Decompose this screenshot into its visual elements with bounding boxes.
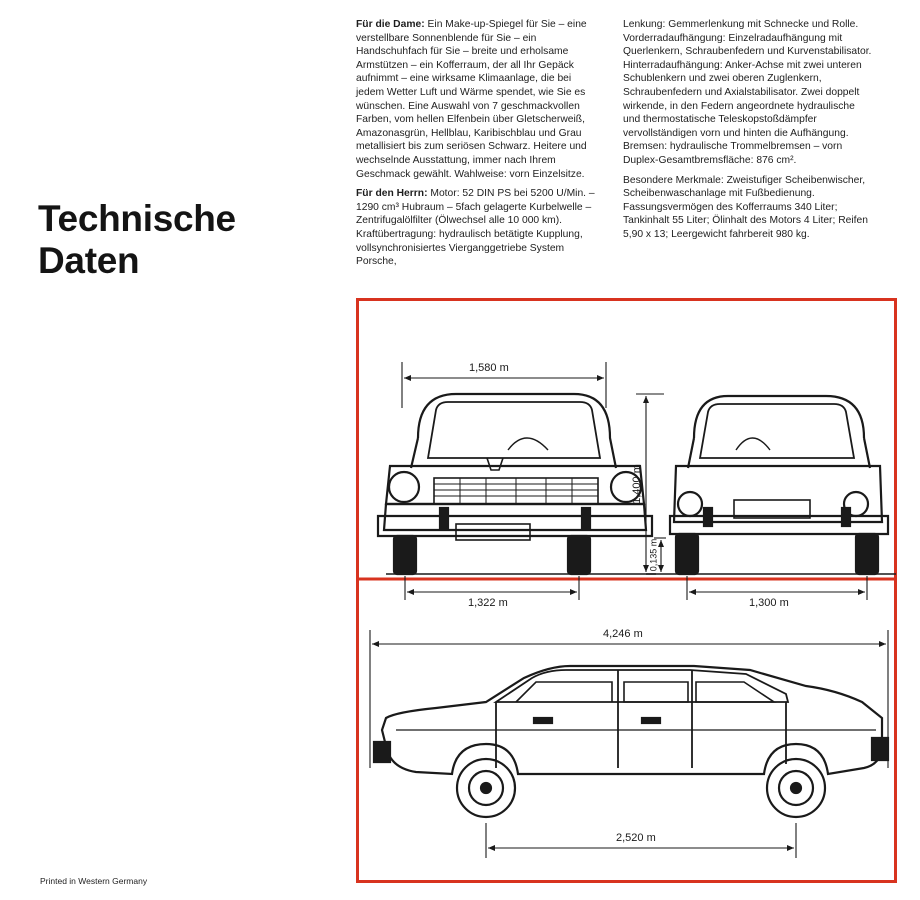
dimension-lines	[370, 362, 888, 858]
front-view-drawing	[378, 394, 659, 574]
title-line-1: Technische	[38, 198, 236, 239]
spec-label-dame: Für die Dame:	[356, 19, 425, 30]
front-track-label: 1,322 m	[468, 597, 508, 609]
side-view-drawing	[374, 666, 888, 817]
spec-paragraph-dame	[356, 18, 596, 181]
height-label: 1,400 m	[630, 464, 643, 504]
specs-column-right	[623, 18, 873, 248]
footer-imprint: Printed in Western Germany	[40, 876, 148, 886]
spec-paragraph-herrn	[356, 187, 596, 269]
rear-track-label: 1,300 m	[749, 597, 789, 609]
spec-text-dame: Ein Make-up-Spiegel für Sie – eine verstellbare Sonnenblende für Sie – ein Handschuhfach für Sie – breite und erholsame Armstützen – ein Kofferraum, der all Ihr Gepäck aufnimmt – eine wirksame Klimaanlage, die bei jedem Wetter Luft und Wärme spendet, wie Sie es wünschen. Eine Auswahl von 7 geschmackvollen Farben, vom hellen Elfenbein über Gletscherweiß, Amazonasgrün, Hellblau, Karibischblau und Grau metallisiert bis zum seriösen Schwarz. Heitere und wechselnde Ausstattung, immer nach Ihrem Geschmack gewählt. Wahlweise: vorn Einzelsitze.	[356, 19, 587, 180]
page-title	[38, 198, 236, 282]
title-line-2: Daten	[38, 240, 140, 281]
width-label: 1,580 m	[469, 362, 509, 374]
spec-paragraph-merkmale: Besondere Merkmale: Zweistufiger Scheibenwischer, Scheibenwaschanlage mit Fußbedienung. Fassungsvermögen des Kofferraums 340 Liter; Tankinhalt 55 Liter; Ölinhalt des Motors 4 Liter; Reifen 5,90 x 13; Leergewicht fahrbereit 980 kg.	[623, 174, 868, 240]
car-drawings	[356, 298, 897, 883]
rear-view-drawing	[646, 396, 896, 574]
ground-clearance-label: 0,135 m	[648, 538, 659, 572]
red-frame	[358, 300, 896, 882]
spec-text-herrn: Motor: 52 DIN PS bei 5200 U/Min. – 1290 cm³ Hubraum – 5fach gelagerte Kurbelwelle – Zentrifugalölfilter (Ölwechsel alle 10 000 km). Kraftübertragung: hydraulisch betätigte Kupplung, vollsynchronisiertes Vierganggetriebe System Porsche,	[356, 188, 595, 268]
length-label: 4,246 m	[603, 628, 643, 640]
wheelbase-label: 2,520 m	[616, 832, 656, 844]
specs-column-left	[356, 18, 596, 275]
dimension-drawing-panel	[356, 298, 897, 883]
spec-paragraph-chassis: Lenkung: Gemmerlenkung mit Schnecke und Rolle. Vorderradaufhängung: Einzelradaufhängung mit Querlenkern, Schraubenfedern und Kurvenstabilisator. Hinterradaufhängung: Anker-Achse mit zwei unteren Schublenkern und zwei oberen Zuglenkern, Schraubenfedern und Axialstabilisator. Zwei doppelt wirkende, in den Federn angeordnete hydraulische und thermostatische Teleskopstoßdämpfer vervollständigen vorn und hinten die Aufhängung. Bremsen: hydraulische Trommelbremsen – vorn Duplex-Gesamtbremsfläche: 876 cm².	[623, 19, 872, 166]
spec-label-herrn: Für den Herrn:	[356, 188, 428, 200]
